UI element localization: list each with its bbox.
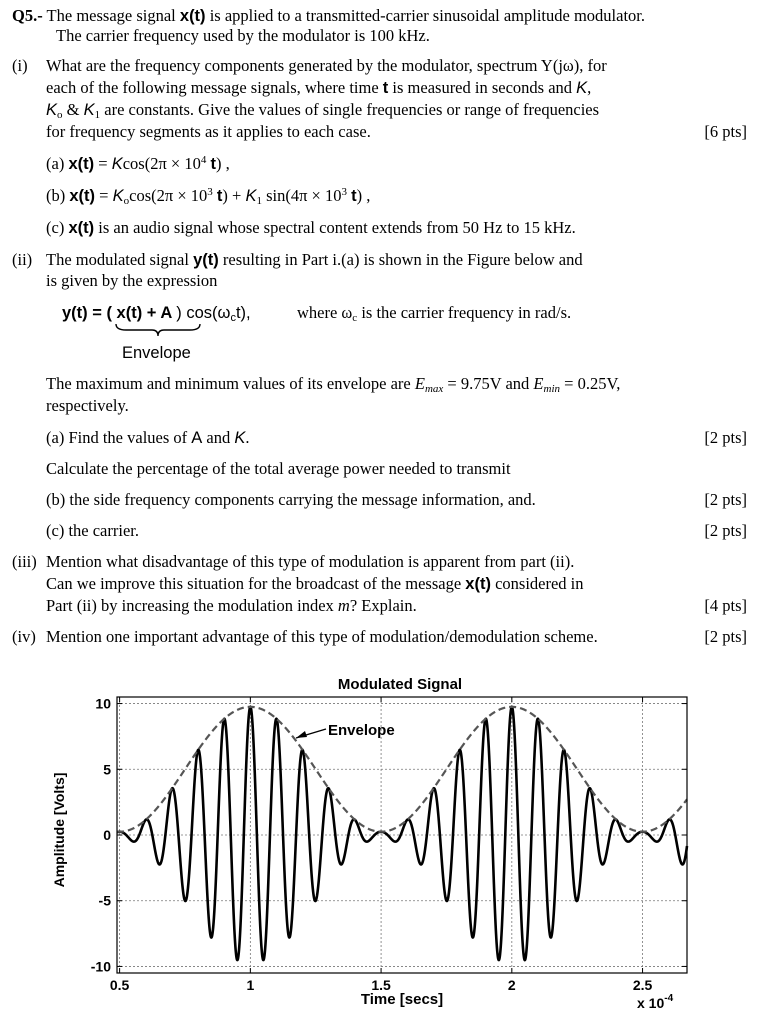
- k1-symbol: K: [245, 187, 257, 205]
- k1-symbol: K: [83, 101, 95, 119]
- envelope-annotation: Envelope: [328, 722, 395, 739]
- text: are constants. Give the values of single frequencies or range of frequencies: [100, 100, 600, 119]
- text: ,: [587, 78, 592, 97]
- part-i-a: [46, 154, 230, 174]
- signal-symbol: x(t): [68, 155, 95, 173]
- item-label: (b): [46, 490, 66, 509]
- item-label: (c): [46, 521, 65, 540]
- text: The modulated signal: [46, 250, 194, 269]
- part-iv-text: Mention one important advantage of this type of modulation/demodulation scheme.: [46, 627, 598, 646]
- time-symbol: t: [210, 155, 216, 173]
- subscript: o: [123, 195, 130, 207]
- subscript: c: [230, 312, 236, 324]
- subscript: min: [543, 383, 561, 395]
- part-ii-calc: Calculate the percentage of the total average power needed to transmit: [46, 459, 511, 478]
- equation-lhs: y(t) = (: [62, 304, 112, 322]
- text: ) ,: [215, 154, 230, 173]
- text: Part (ii) by increasing the modulation index: [46, 596, 338, 615]
- part-iii-line-1: Mention what disadvantage of this type of modulation is apparent from part (ii).: [46, 552, 575, 571]
- text: cos(2π × 10: [129, 186, 208, 205]
- item-label: (a): [46, 428, 65, 447]
- text: is measured in seconds and: [388, 78, 577, 97]
- text: The maximum and minimum values of its envelope are: [46, 374, 415, 393]
- x-tick-label: 2: [507, 977, 516, 993]
- y-tick-label: 10: [95, 695, 111, 712]
- part-ii-number: (ii): [12, 250, 33, 269]
- exponent: 4: [200, 154, 207, 166]
- underbrace: [112, 322, 204, 338]
- signal-symbol: y(t): [193, 251, 219, 269]
- part-ii-c: [46, 521, 139, 541]
- envelope-equation: [62, 303, 251, 323]
- part-ii-a-points: [2 pts]: [704, 428, 747, 447]
- x-multiplier-base: x 10: [637, 995, 665, 1011]
- y-tick-label: -10: [90, 958, 111, 975]
- equation-rhs: t),: [235, 304, 251, 322]
- x-tick-label: 2.5: [632, 977, 653, 993]
- item-label: (b): [46, 186, 66, 205]
- part-i-line-4: for frequency segments as it applies to each case.: [46, 122, 371, 141]
- time-symbol: t: [216, 187, 223, 205]
- x-tick-label: 1: [246, 977, 255, 993]
- part-i-line-2: [46, 78, 591, 98]
- x-tick-label: 0.5: [109, 977, 130, 993]
- signal-symbol: x(t): [465, 575, 491, 593]
- x-tick-label: 1.5: [371, 977, 391, 993]
- part-iii-points: [4 pts]: [704, 596, 747, 615]
- part-ii-line-3: [46, 374, 620, 394]
- part-i-line-1: What are the frequency components generated by the modulator, spectrum Y(jω), for: [46, 56, 607, 75]
- equation-where: [297, 303, 571, 323]
- text: ) ,: [356, 186, 371, 205]
- ko-symbol: K: [112, 187, 124, 205]
- part-i-line-3: [46, 100, 599, 120]
- text: Can we improve this situation for the broadcast of the message: [46, 574, 466, 593]
- subscript: c: [352, 312, 358, 324]
- text: &: [62, 100, 84, 119]
- chart-title: Modulated Signal: [337, 676, 463, 693]
- part-ii-line-2: is given by the expression: [46, 271, 218, 290]
- part-iii-line-2: [46, 574, 584, 594]
- text: =: [94, 154, 112, 173]
- x-multiplier: [637, 993, 674, 1011]
- part-ii-b-points: [2 pts]: [704, 490, 747, 509]
- modulated-signal-chart: [0, 660, 759, 1024]
- part-i-b: [46, 186, 370, 206]
- signal-symbol: x(t): [179, 7, 206, 25]
- time-symbol: t: [351, 187, 357, 205]
- text: ) +: [222, 186, 246, 205]
- text: each of the following message signals, where time: [46, 78, 383, 97]
- exponent: 3: [207, 186, 213, 198]
- text: the side frequency components carrying the message information, and.: [69, 490, 536, 509]
- equation-envelope-term: x(t) + A: [111, 304, 177, 322]
- k-symbol: K: [576, 79, 588, 97]
- text: the carrier.: [68, 521, 139, 540]
- k-symbol: K: [111, 155, 123, 173]
- y-tick-label: -5: [98, 892, 111, 909]
- text: cos(2π × 10: [122, 154, 201, 173]
- x-axis-label: Time [secs]: [360, 991, 444, 1008]
- part-ii-b: [46, 490, 536, 510]
- item-label: (c): [46, 218, 65, 237]
- emax-symbol: E: [414, 374, 425, 393]
- subscript: 1: [94, 109, 101, 121]
- signal-symbol: x(t): [69, 187, 96, 205]
- text: and: [202, 428, 235, 447]
- m-symbol: m: [337, 596, 350, 615]
- part-ii-c-points: [2 pts]: [704, 521, 747, 540]
- envelope-brace-label: Envelope: [122, 344, 191, 362]
- text: is the carrier frequency in rad/s.: [357, 303, 572, 322]
- text: sin(4π × 10: [261, 186, 342, 205]
- emin-symbol: E: [533, 374, 544, 393]
- text: = 0.25V,: [560, 374, 621, 393]
- x-multiplier-exponent: -4: [664, 993, 674, 1004]
- part-i-c: [46, 218, 576, 238]
- part-i-number: (i): [12, 56, 28, 75]
- y-tick-label: 0: [103, 827, 111, 843]
- part-ii-line-1: [46, 250, 583, 270]
- k-symbol: K: [234, 429, 246, 447]
- subscript: max: [424, 383, 444, 395]
- text: .: [245, 428, 250, 447]
- text: = 9.75V and: [443, 374, 534, 393]
- text: considered in: [490, 574, 584, 593]
- question-intro-line-1: [12, 6, 645, 26]
- y-tick-label: 5: [103, 761, 111, 778]
- part-iii-number: (iii): [12, 552, 37, 571]
- text: resulting in Part i.(a) is shown in the Figure below and: [218, 250, 583, 269]
- text: =: [95, 186, 113, 205]
- text: ? Explain.: [349, 596, 417, 615]
- equation-rhs: ) cos(ω: [176, 304, 231, 322]
- question-label: Q5.-: [12, 6, 43, 25]
- a-symbol: A: [191, 429, 203, 447]
- part-iii-line-3: [46, 596, 417, 616]
- subscript: 1: [256, 195, 262, 207]
- intro-text: The message signal: [46, 6, 180, 25]
- part-iv-points: [2 pts]: [704, 627, 747, 646]
- text: Find the values of: [68, 428, 192, 447]
- item-label: (a): [46, 154, 65, 173]
- intro-text: is applied to a transmitted-carrier sinusoidal amplitude modulator.: [205, 6, 645, 25]
- subscript: o: [57, 109, 63, 121]
- part-iv-number: (iv): [12, 627, 36, 646]
- ko-symbol: K: [46, 101, 58, 119]
- time-symbol: t: [382, 79, 389, 97]
- exponent: 3: [341, 186, 347, 198]
- text: is an audio signal whose spectral content extends from 50 Hz to 15 kHz.: [94, 218, 576, 237]
- text: where ω: [297, 303, 353, 322]
- question-intro-line-2: The carrier frequency used by the modulator is 100 kHz.: [56, 26, 430, 45]
- y-axis-label: Amplitude [Volts]: [51, 772, 67, 888]
- part-ii-line-4: respectively.: [46, 396, 129, 415]
- part-i-points: [6 pts]: [704, 122, 747, 141]
- signal-symbol: x(t): [68, 219, 95, 237]
- part-ii-a: [46, 428, 250, 448]
